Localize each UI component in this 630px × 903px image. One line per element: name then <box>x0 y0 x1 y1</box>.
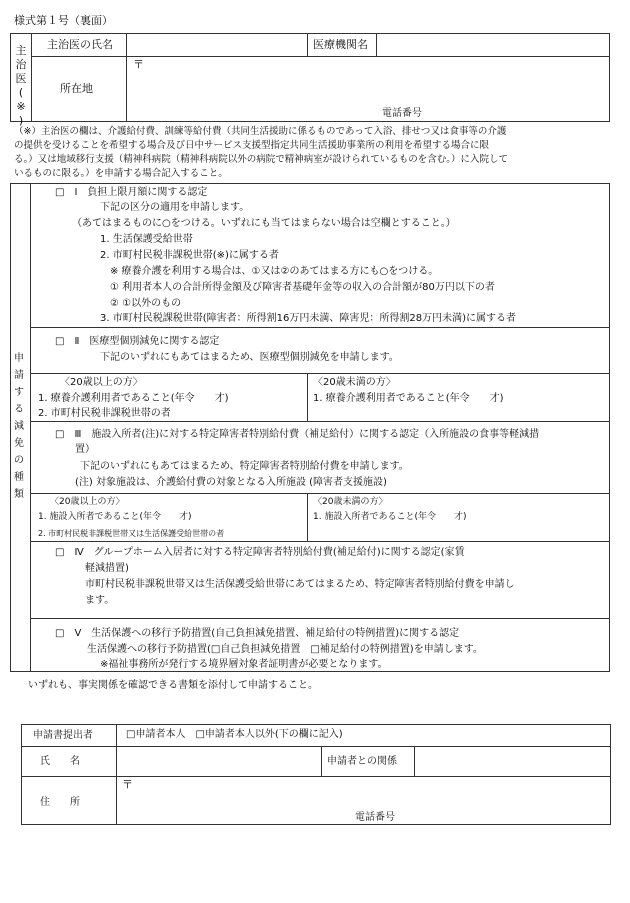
doctor-address-field[interactable] <box>145 60 605 106</box>
reduction-side-label: 申 請 す る 減 免 の 種 類 <box>14 353 24 500</box>
option-under-80man[interactable]: ① 利用者本人の合計所得金額及び障害者基礎年金等の収入の合計額が80万円以下の者 <box>110 282 495 293</box>
doctor-name-field[interactable] <box>130 37 302 53</box>
option-other[interactable]: ② ①以外のもの <box>110 298 182 309</box>
option-nontaxed-household[interactable]: 2. 市町村民税非課税世帯(※)に属する者 <box>100 250 279 261</box>
s2-adult-age[interactable]: 1. 療養介護利用者であること(年令 才) <box>38 393 229 404</box>
doctor-phone-label: 電話番号 <box>382 108 422 119</box>
s3-adult-age[interactable]: 1. 施設入所者であること(年令 才) <box>38 512 192 522</box>
submitter-label: 申請書提出者 <box>33 730 93 741</box>
submitter-name-label: 氏 名 <box>40 756 80 767</box>
attach-note: いずれも、事実関係を確認できる書類を添付して申請すること。 <box>28 680 318 691</box>
relation-field[interactable] <box>418 750 606 772</box>
option-taxed-household[interactable]: 3. 市町村民税課税世帯(障害者：所得割16万円未満、障害児：所得割28万円未満)に属する者 <box>100 313 516 324</box>
form-title: 様式第１号（裏面） <box>14 14 113 27</box>
submitter-address-label: 住 所 <box>40 797 80 808</box>
option-welfare-household[interactable]: 1. 生活保護受給世帯 <box>100 234 193 245</box>
section-3-checkbox-title[interactable]: □ Ⅲ 施設入所者(注)に対する特定障害者特別給付費（補足給付）に関する認定（入所施設の食事等軽減措 <box>55 429 540 440</box>
doctor-side-label: 主 治 医 ( ※ ) <box>15 44 27 127</box>
section-5-checkbox-title[interactable]: □ Ⅴ 生活保護への移行予防措置(自己負担減免措置、補足給付の特例措置)に関する認定 <box>55 628 460 639</box>
submitter-phone-label: 電話番号 <box>355 812 395 823</box>
institution-label: 医療機関名 <box>313 38 368 51</box>
submitter-address-field[interactable] <box>134 780 604 808</box>
s3-child-age[interactable]: 1. 施設入所者であること(年令 才) <box>313 512 467 522</box>
doctor-postal-mark: 〒 <box>133 58 144 71</box>
doctor-address-label: 所在地 <box>60 82 93 95</box>
institution-field[interactable] <box>380 37 606 53</box>
doctor-note: （※）主治医の欄は、介護給付費、訓練等給付費（共同生活援助に係るものであって入浴、排せつ又は食事等の介護 の提供を受けることを希望する場合及び日中サービス支援型指定共同生活援助事業所の利用を希望する場合に限 る。）又は地域移行支援（精神科病院（精神科病院以外の病院で精神病室が設けられているものを含む。）に入院して いるものに限る。）を申請する場合記入すること。 <box>14 126 509 179</box>
submitter-name-field[interactable] <box>120 750 316 772</box>
section-5-options[interactable]: 生活保護への移行予防措置(□自己負担減免措置 □補足給付の特例措置)を申請します。 <box>87 644 483 655</box>
doctor-name-label: 主治医の氏名 <box>47 38 113 51</box>
submitter-options[interactable]: □申請者本人 □申請者本人以外(下の欄に記入) <box>126 729 343 740</box>
section-2-checkbox-title[interactable]: □ Ⅱ 医療型個別減免に関する認定 <box>55 336 220 347</box>
s2-child-age[interactable]: 1. 療養介護利用者であること(年令 才) <box>313 393 504 404</box>
section-1-checkbox-title[interactable]: □ Ⅰ 負担上限月額に関する認定 <box>55 187 208 198</box>
relation-label: 申請者との関係 <box>327 756 397 767</box>
submitter-postal-mark: 〒 <box>122 778 133 791</box>
section-4-checkbox-title[interactable]: □ Ⅳ グループホーム入居者に対する特定障害者特別給付費(補足給付)に関する認定(家賃 <box>55 547 465 558</box>
